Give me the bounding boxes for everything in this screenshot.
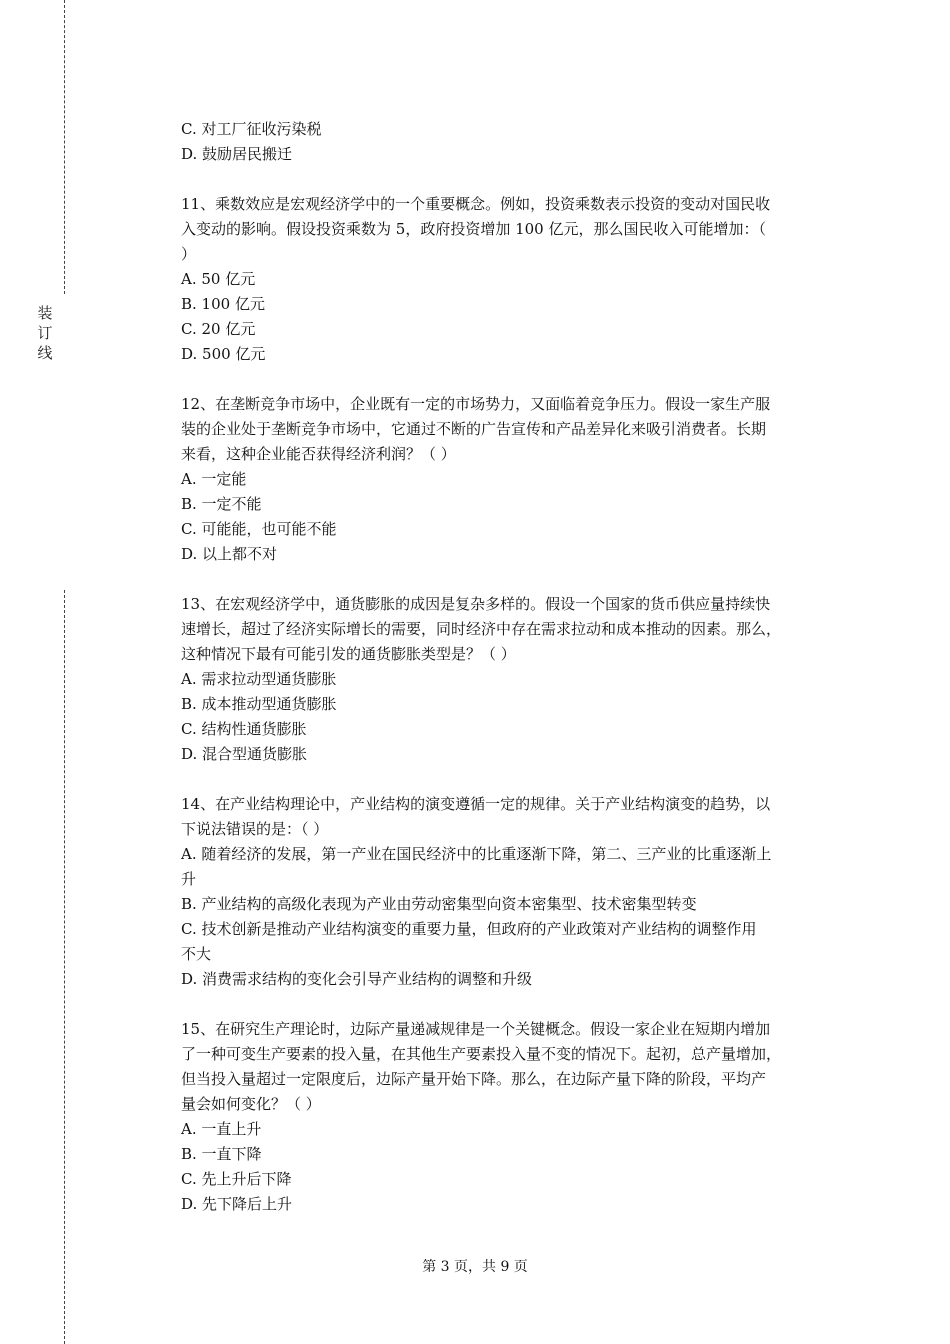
binding-char: 线 — [37, 344, 53, 362]
option-a: A. 一直上升 — [181, 1120, 262, 1138]
prev-question-options — [181, 117, 845, 167]
option-c: C. 结构性通货膨胀 — [181, 720, 307, 738]
binding-label — [35, 303, 55, 363]
binding-char: 订 — [37, 324, 53, 342]
question-12 — [181, 392, 845, 567]
page-number: 第 3 页，共 9 页 — [422, 1259, 528, 1275]
option-c: C. 先上升后下降 — [181, 1170, 292, 1188]
option-c: C. 20 亿元 — [181, 320, 256, 338]
question-stem-line: 速增长，超过了经济实际增长的需要，同时经济中存在需求拉动和成本推动的因素。那么， — [181, 620, 782, 638]
option-b: B. 一直下降 — [181, 1145, 262, 1163]
question-11 — [181, 192, 845, 367]
question-stem-line: 13、在宏观经济学中，通货膨胀的成因是复杂多样的。假设一个国家的货币供应量持续快 — [181, 595, 771, 613]
option-c-cont: 不大 — [181, 945, 212, 963]
option-c: C. 可能能，也可能不能 — [181, 520, 337, 538]
option-d: D. 以上都不对 — [181, 545, 278, 563]
option-a: A. 50 亿元 — [181, 270, 256, 288]
question-stem-line: 12、在垄断竞争市场中，企业既有一定的市场势力，又面临着竞争压力。假设一家生产服 — [181, 395, 771, 413]
binding-line-bottom — [64, 590, 65, 1344]
option-b: B. 成本推动型通货膨胀 — [181, 695, 337, 713]
question-14 — [181, 792, 845, 992]
question-stem-line: 这种情况下最有可能引发的通货膨胀类型是？（ ） — [181, 645, 516, 663]
binding-line-top — [64, 0, 65, 294]
question-stem-line: 11、乘数效应是宏观经济学中的一个重要概念。例如，投资乘数表示投资的变动对国民收 — [181, 195, 771, 213]
option-a: A. 一定能 — [181, 470, 247, 488]
question-13 — [181, 592, 845, 767]
question-stem-line: 量会如何变化？（ ） — [181, 1095, 321, 1113]
question-stem-line: 入变动的影响。假设投资乘数为 5，政府投资增加 100 亿元，那么国民收入可能增加：（ — [181, 220, 766, 238]
option-d: D. 500 亿元 — [181, 345, 266, 363]
question-stem-line: 但当投入量超过一定限度后，边际产量开始下降。那么，在边际产量下降的阶段，平均产 — [181, 1070, 767, 1088]
question-stem-line: 下说法错误的是：（ ） — [181, 820, 329, 838]
option-d: D. 鼓励居民搬迁 — [181, 145, 293, 163]
question-stem-line: 来看，这种企业能否获得经济利润？（ ） — [181, 445, 456, 463]
question-stem-line: 了一种可变生产要素的投入量，在其他生产要素投入量不变的情况下。起初，总产量增加， — [181, 1045, 782, 1063]
option-d: D. 先下降后上升 — [181, 1195, 293, 1213]
question-15 — [181, 1017, 845, 1217]
question-stem-line: 装的企业处于垄断竞争市场中，它通过不断的广告宣传和产品差异化来吸引消费者。长期 — [181, 420, 767, 438]
option-c: C. 对工厂征收污染税 — [181, 120, 322, 138]
option-d: D. 混合型通货膨胀 — [181, 745, 308, 763]
option-b: B. 产业结构的高级化表现为产业由劳动密集型向资本密集型、技术密集型转变 — [181, 895, 697, 913]
question-stem-line: ） — [181, 245, 197, 263]
option-d: D. 消费需求结构的变化会引导产业结构的调整和升级 — [181, 970, 533, 988]
option-a: A. 随着经济的发展，第一产业在国民经济中的比重逐渐下降，第二、三产业的比重逐渐上 — [181, 845, 772, 863]
option-b: B. 一定不能 — [181, 495, 262, 513]
page-content — [181, 117, 845, 1217]
question-stem-line: 14、在产业结构理论中，产业结构的演变遵循一定的规律。关于产业结构演变的趋势，以 — [181, 795, 771, 813]
option-c: C. 技术创新是推动产业结构演变的重要力量，但政府的产业政策对产业结构的调整作用 — [181, 920, 757, 938]
option-a-cont: 升 — [181, 870, 197, 888]
binding-char: 装 — [37, 304, 53, 322]
option-a: A. 需求拉动型通货膨胀 — [181, 670, 337, 688]
question-stem-line: 15、在研究生产理论时，边际产量递减规律是一个关键概念。假设一家企业在短期内增加 — [181, 1020, 771, 1038]
option-b: B. 100 亿元 — [181, 295, 265, 313]
